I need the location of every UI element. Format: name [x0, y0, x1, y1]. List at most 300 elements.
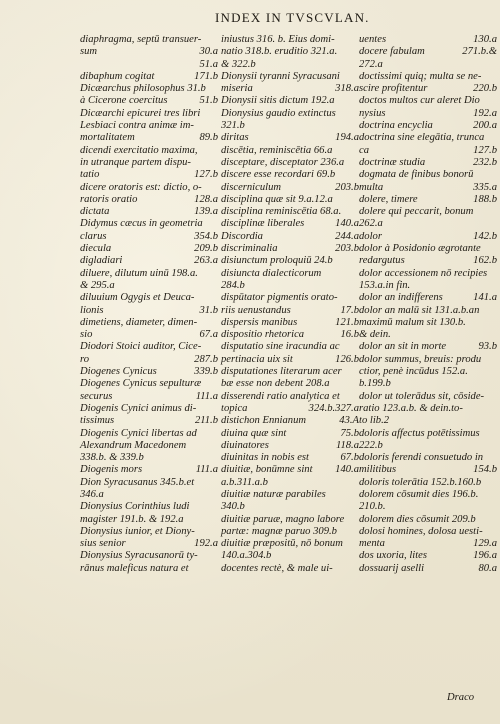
entry-text: disserendi ratio analytica et [221, 390, 340, 402]
entry-text: b.199.b [359, 378, 391, 390]
index-entry-line [359, 120, 497, 132]
entry-text: bæ esse non debent 208.a [221, 378, 330, 390]
index-entry-line [359, 391, 497, 403]
index-entry-line [80, 464, 218, 476]
entry-text: dibaphum cogitat [80, 70, 155, 82]
index-entry-line [359, 317, 497, 329]
page-reference: 129.a [473, 538, 497, 550]
entry-text: doloris ferendi consuetudo in [359, 452, 484, 464]
entry-text: doctrinæ studia [359, 156, 426, 168]
entry-text: discētia, reminiscētia 66.a [221, 144, 333, 156]
entry-text: dolor an malū sit 131.a.b.an [359, 304, 480, 316]
index-entry-line [359, 206, 497, 218]
entry-text: miseria [221, 83, 253, 95]
entry-text: Dicæarchus philosophus 31.b [80, 83, 206, 95]
entry-text: 284.b [221, 279, 245, 291]
index-entry-line [80, 108, 218, 120]
index-entry-line [221, 477, 359, 489]
entry-text: dispūtator pigmentis orato- [221, 292, 338, 304]
entry-text: diuitiæ paruæ, magno labore [221, 513, 345, 525]
page-reference: 89.b [199, 132, 218, 144]
index-entry-line [359, 280, 497, 292]
index-entry-line [80, 440, 218, 452]
index-entry-line [80, 83, 218, 95]
entry-text: & dein. [359, 329, 391, 341]
index-entry-line [359, 354, 497, 366]
entry-text: multa [359, 181, 384, 193]
page-reference: 203.b [335, 243, 359, 255]
index-entry-line [359, 169, 497, 181]
entry-text: militibus [359, 464, 397, 476]
index-entry-line [221, 182, 359, 194]
index-entry-line [221, 305, 359, 317]
index-entry-line [221, 538, 359, 550]
entry-text: diuina quæ sint [221, 427, 287, 439]
entry-text: Lesbiaci contra animæ im- [80, 120, 194, 132]
entry-text: diuinatores [221, 439, 269, 451]
entry-text: ca [359, 144, 369, 156]
index-entry-line [80, 415, 218, 427]
index-entry-line [221, 132, 359, 144]
index-column-3 [359, 34, 497, 575]
entry-text: Dicæarchi epicurei tres libri [80, 107, 201, 119]
entry-text: docentes rectè, & male ui- [221, 562, 333, 574]
index-entry-line [359, 538, 497, 550]
entry-text: doctrina encyclia [359, 120, 433, 132]
index-entry-line [221, 71, 359, 83]
entry-text: dolorem cōsumit dies 196.b. [359, 488, 479, 500]
index-entry-line [359, 329, 497, 341]
entry-text: diuinitas in nobis est [221, 452, 309, 464]
page-reference: 318.a [335, 83, 359, 95]
index-entry-line [80, 391, 218, 403]
index-entry-line [80, 95, 218, 107]
index-entry-line [359, 46, 497, 58]
entry-text: disciplina reminiscētia 68.a. [221, 206, 342, 218]
entry-text: dimetiens, diameter, dimen- [80, 316, 198, 328]
index-entry-line [359, 71, 497, 83]
entry-text: Discordia [221, 230, 263, 242]
entry-text: dictata [80, 206, 110, 218]
entry-text: 262.a [359, 218, 383, 230]
index-entry-line [80, 378, 218, 390]
index-entry-line [80, 182, 218, 194]
index-entry-line [80, 157, 218, 169]
entry-text: 140.a.304.b [221, 550, 272, 562]
page-reference: 139.a [194, 206, 218, 218]
entry-text: doloris affectus potētissimus [359, 427, 480, 439]
entry-text: lionis [80, 304, 104, 316]
index-entry-line [221, 403, 359, 415]
index-entry-line [80, 194, 218, 206]
entry-text: Dionysius gaudio extinctus [221, 107, 336, 119]
index-entry-line [80, 218, 218, 230]
entry-text: clarus [80, 230, 107, 242]
page-reference: 335.a [473, 181, 497, 193]
index-entry-line [359, 428, 497, 440]
index-entry-line [221, 231, 359, 243]
index-entry-line [221, 34, 359, 46]
index-entry-line [359, 59, 497, 71]
index-entry-line [221, 194, 359, 206]
index-entry-line [359, 182, 497, 194]
entry-text: Diodori Stoici auditor, Cice- [80, 341, 202, 353]
index-entry-line [221, 292, 359, 304]
entry-text: pertinacia uix sit [221, 353, 293, 365]
index-entry-line [221, 464, 359, 476]
entry-text: dicendi exercitatio maxima, [80, 144, 198, 156]
page-reference: 232.b [473, 156, 497, 168]
entry-text: diritas [221, 132, 249, 144]
index-entry-line [80, 329, 218, 341]
index-entry-line [221, 378, 359, 390]
page-reference: 324.b.327.a [308, 402, 359, 414]
entry-text: dolor an indifferens [359, 292, 443, 304]
page-reference: 171.b [194, 70, 218, 82]
page-reference: 244.a [335, 230, 359, 242]
page-reference: 203.b [335, 181, 359, 193]
index-entry-line [80, 563, 218, 575]
page-reference: 118.a [335, 439, 359, 451]
index-entry-line [80, 403, 218, 415]
page-reference: 194.a [335, 132, 359, 144]
running-head: INDEX IN TVSCVLAN. [215, 10, 370, 25]
entry-text: discerniculum [221, 181, 282, 193]
entry-text: disciplina quæ sit 9.a.12.a [221, 193, 333, 205]
entry-text: nysius [359, 107, 386, 119]
page-reference: 31.b [199, 304, 218, 316]
index-entry-line [80, 341, 218, 353]
index-entry-line [359, 108, 497, 120]
entry-text: dossuarij aselli [359, 562, 425, 574]
entry-text: disputatio sine iracundia ac [221, 341, 340, 353]
index-entry-line [359, 452, 497, 464]
page-reference: 43.A [339, 415, 359, 427]
index-entry-line [221, 280, 359, 292]
entry-text: tatio [80, 169, 100, 181]
index-entry-line [221, 145, 359, 157]
page-reference: 111.a [195, 464, 218, 476]
index-entry-line [221, 169, 359, 181]
entry-text: dolor ut tolerādus sit, cōside- [359, 390, 485, 402]
entry-text: tissimus [80, 415, 115, 427]
index-entry-line [221, 501, 359, 513]
index-entry-line [221, 206, 359, 218]
entry-text: dolere qui peccarit, bonum [359, 206, 474, 218]
index-entry-line [221, 95, 359, 107]
index-entry-line [359, 292, 497, 304]
index-entry-line [359, 95, 497, 107]
entry-text: mortalitatem [80, 132, 135, 144]
entry-text: ratoris oratio [80, 193, 138, 205]
entry-text: docere fabulam [359, 46, 425, 58]
entry-text: 153.a.in fin. [359, 279, 411, 291]
entry-text: dolor summus, breuis: produ [359, 353, 482, 365]
entry-text: diuitiæ naturæ parabiles [221, 488, 326, 500]
page-reference: 188.b [473, 193, 497, 205]
index-entry-line [359, 526, 497, 538]
entry-text: natio 318.b. eruditio 321.a. [221, 46, 338, 58]
page-reference: 30.a [199, 46, 218, 58]
entry-text: diluuium Ogygis et Deuca- [80, 292, 195, 304]
index-entry-line [359, 218, 497, 230]
entry-text: distichon Ennianum [221, 415, 307, 427]
index-entry-line [221, 243, 359, 255]
index-entry-line [221, 550, 359, 562]
index-entry-line [359, 83, 497, 95]
index-entry-line [80, 292, 218, 304]
index-entry-line [359, 34, 497, 46]
entry-text: dolor à Posidonio ægrotante [359, 243, 481, 255]
entry-text: Dionysii sitis dictum 192.a [221, 95, 335, 107]
index-entry-line [359, 255, 497, 267]
entry-text: diuitiæ præpositū, nō bonum [221, 538, 343, 550]
entry-text: sio [80, 329, 93, 341]
entry-text: & 322.b [221, 58, 256, 70]
entry-text: dolor [359, 230, 382, 242]
entry-text: riis uenustandus [221, 304, 291, 316]
entry-text: in utranque partem dispu- [80, 156, 191, 168]
entry-text: rānus maleficus natura et [80, 562, 189, 574]
index-entry-line [221, 329, 359, 341]
page-reference: 67.a [199, 329, 218, 341]
entry-text: dispositio rhetorica [221, 329, 305, 341]
page-reference: 121.b [335, 316, 359, 328]
index-entry-line [221, 268, 359, 280]
index-entry-line [80, 120, 218, 132]
index-entry-line [80, 538, 218, 550]
entry-text: doctrina sine elegātia, trunca [359, 132, 485, 144]
index-entry-line [221, 157, 359, 169]
page-reference: 111.a [195, 390, 218, 402]
index-entry-line [80, 501, 218, 513]
page-reference: 339.b [194, 366, 218, 378]
entry-text: menta [359, 538, 385, 550]
page-reference: 162.b [473, 255, 497, 267]
index-column-1 [80, 34, 218, 575]
page-reference: 140.a [335, 464, 359, 476]
page-reference: 80.a [478, 562, 497, 574]
index-entry-line [359, 403, 497, 415]
index-entry-line [80, 231, 218, 243]
entry-text: to lib.2 [359, 415, 390, 427]
entry-text: dos uxoria, lites [359, 550, 427, 562]
entry-text: à Cicerone coercitus [80, 95, 168, 107]
entry-text: scire profitentur [359, 83, 428, 95]
index-entry-line [359, 440, 497, 452]
entry-text: dolor an sit in morte [359, 341, 447, 353]
entry-text: ratio 123.a.b. & dein.to- [359, 402, 463, 414]
page-reference: 287.b [194, 353, 218, 365]
page-reference: 211.b [194, 415, 218, 427]
entry-text: & 295.a [80, 279, 115, 291]
index-entry-line [221, 563, 359, 575]
entry-text: dolor accessionem nō recipies [359, 267, 488, 279]
index-entry-line [221, 83, 359, 95]
entry-text: Diogenis Cynici animus di- [80, 402, 197, 414]
entry-text: dicere oratoris est: dictio, o- [80, 181, 202, 193]
entry-text: Diogenes Cynicus sepulturæ [80, 378, 202, 390]
index-entry-line [221, 108, 359, 120]
index-entry-line [359, 501, 497, 513]
index-entry-line [359, 132, 497, 144]
entry-text: Dionysius iunior, et Diony- [80, 525, 195, 537]
index-entry-line [80, 145, 218, 157]
index-entry-line [359, 550, 497, 562]
entry-text: ro [80, 353, 90, 365]
entry-text: diecula [80, 243, 112, 255]
index-entry-line [359, 514, 497, 526]
index-entry-line [80, 169, 218, 181]
page-reference: 209.b [194, 243, 218, 255]
page-reference: 192.a [194, 538, 218, 550]
page-reference: 130.a [473, 34, 497, 45]
index-entry-line [359, 477, 497, 489]
index-entry-line [359, 464, 497, 476]
entry-text: 338.b. & 339.b [80, 452, 144, 464]
entry-text: 272.a [359, 58, 383, 70]
index-entry-line [221, 218, 359, 230]
page-reference: 51.a [199, 58, 218, 70]
index-entry-line [221, 120, 359, 132]
entry-text: maximū malum sit 130.b. [359, 316, 466, 328]
entry-text: disciplinæ liberales [221, 218, 305, 230]
entry-text: redargutus [359, 255, 405, 267]
index-entry-line [80, 514, 218, 526]
entry-text: sius senior [80, 538, 126, 550]
index-entry-line [359, 305, 497, 317]
index-entry-line [221, 255, 359, 267]
index-entry-line [221, 526, 359, 538]
index-entry-line [80, 428, 218, 440]
entry-text: Alexandrum Macedonem [80, 439, 187, 451]
index-entry-line [221, 59, 359, 71]
page-reference: 196.a [473, 550, 497, 562]
index-entry-line [359, 489, 497, 501]
page-reference: 128.a [194, 193, 218, 205]
index-entry-line [359, 341, 497, 353]
entry-text: 321.b [221, 120, 245, 132]
index-entry-line [359, 268, 497, 280]
entry-text: dolosi homines, dolosa uesti- [359, 525, 483, 537]
index-entry-line [221, 46, 359, 58]
entry-text: sum [80, 46, 98, 58]
page-reference: 220.b [473, 83, 497, 95]
entry-text: 210.b. [359, 501, 386, 513]
entry-text: uentes [359, 34, 387, 45]
index-entry-line [80, 34, 218, 46]
page-reference: 127.b [194, 169, 218, 181]
index-entry-line [80, 206, 218, 218]
entry-text: digladiari [80, 255, 123, 267]
page-reference: 67.b [340, 452, 359, 464]
index-entry-line [80, 59, 218, 71]
entry-text: Dionysius Syracusanorū ty- [80, 550, 198, 562]
page-reference: 51.b [199, 95, 218, 107]
page-reference: 142.b [473, 230, 497, 242]
entry-text: partæ: magnæ paruo 309.b [221, 525, 337, 537]
index-entry-line [359, 563, 497, 575]
entry-text: dispersis manibus [221, 316, 298, 328]
entry-text: Diogenes Cynicus [80, 366, 157, 378]
entry-text: ctior, penè incūdus 152.a. [359, 366, 468, 378]
entry-text: Diogenis Cynici libertas ad [80, 427, 197, 439]
entry-text: securus [80, 390, 113, 402]
entry-text: a.b.311.a.b [221, 476, 268, 488]
index-entry-line [80, 305, 218, 317]
page-reference: 192.a [473, 107, 497, 119]
entry-text: dogmata de finibus bonorū [359, 169, 474, 181]
index-entry-line [80, 71, 218, 83]
page-reference: 126.b [335, 353, 359, 365]
page-reference: 93.b [478, 341, 497, 353]
index-entry-line [359, 243, 497, 255]
index-entry-line [359, 366, 497, 378]
index-entry-line [80, 452, 218, 464]
entry-text: 346.a [80, 488, 104, 500]
page-reference: 17.b [340, 304, 359, 316]
index-entry-line [359, 378, 497, 390]
entry-text: diuitiæ, bonūmne sint [221, 464, 313, 476]
entry-text: doloris tolerātia 152.b.160.b [359, 476, 482, 488]
index-entry-line [359, 145, 497, 157]
index-entry-line [80, 354, 218, 366]
page-reference: 354.b [194, 230, 218, 242]
index-entry-line [359, 157, 497, 169]
entry-text: Dionysii tyranni Syracusani [221, 70, 340, 82]
entry-text: 222.b [359, 439, 383, 451]
entry-text: Didymus cæcus in geometria [80, 218, 203, 230]
index-entry-line [359, 415, 497, 427]
index-entry-line [80, 489, 218, 501]
index-entry-line [221, 317, 359, 329]
entry-text: discere esse recordari 69.b [221, 169, 336, 181]
index-entry-line [80, 366, 218, 378]
entry-text: dolorem dies cōsumit 209.b [359, 513, 476, 525]
entry-text: disiuncta dialecticorum [221, 267, 322, 279]
page-reference: 263.a [194, 255, 218, 267]
entry-text: 340.b [221, 501, 245, 513]
entry-text: doctos multos cur aleret Dio [359, 95, 480, 107]
index-entry-line [80, 526, 218, 538]
index-entry-line [221, 366, 359, 378]
page-reference: 141.a [473, 292, 497, 304]
index-entry-line [221, 428, 359, 440]
index-entry-line [221, 341, 359, 353]
index-entry-line [80, 317, 218, 329]
index-entry-line [80, 243, 218, 255]
index-entry-line [80, 255, 218, 267]
index-entry-line [221, 514, 359, 526]
index-entry-line [359, 231, 497, 243]
entry-text: diluere, dilutum uinū 198.a. [80, 267, 198, 279]
index-entry-line [80, 132, 218, 144]
entry-text: doctissimi quiq; multa se ne- [359, 70, 482, 82]
page-reference: 75.b [340, 427, 359, 439]
page-reference: 200.a [473, 120, 497, 132]
index-entry-line [80, 46, 218, 58]
entry-text: Dion Syracusanus 345.b.et [80, 476, 195, 488]
index-entry-line [221, 415, 359, 427]
entry-text: disputationes literarum acer [221, 366, 342, 378]
index-entry-line [80, 477, 218, 489]
index-entry-line [221, 452, 359, 464]
index-entry-line [80, 280, 218, 292]
entry-text: Dionysius Corinthius ludi [80, 501, 190, 513]
page-reference: 16.b [340, 329, 359, 341]
index-entry-line [221, 440, 359, 452]
index-entry-line [80, 550, 218, 562]
